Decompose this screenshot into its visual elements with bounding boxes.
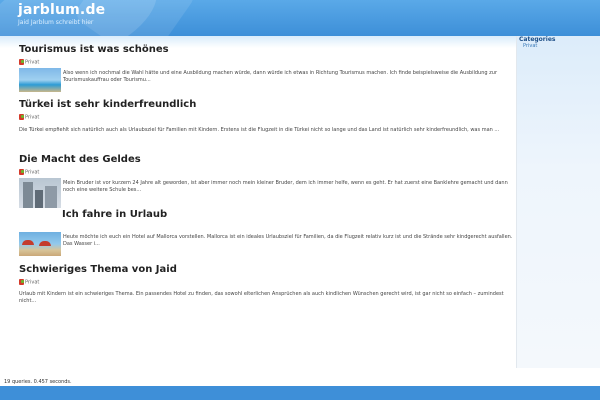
sidebar	[516, 36, 600, 368]
post-excerpt	[19, 70, 515, 84]
post-excerpt-text: Die Türkei empfiehlt sich natürlich auch als Urlaubsziel für Familien mit Kindern. Erstens ist die Flugzeit in die Türkei nicht so lange und das Land ist natürlich sehr kinderfreundlich, was man ...	[19, 127, 500, 133]
post-excerpt	[19, 291, 515, 305]
sidebar-heading: Categories	[519, 36, 556, 43]
post-excerpt	[19, 127, 515, 134]
post-title[interactable]: Schwieriges Thema von Jaid	[19, 264, 177, 275]
post	[19, 154, 515, 208]
post-excerpt-text: Urlaub mit Kindern ist ein schwieriges Thema. Ein passendes Hotel zu finden, das sowohl elterlichen Ansprüchen als auch kindlichen Wünschen gerecht wird, ist gar nicht so einfach – zumindest nicht...	[19, 291, 504, 304]
site-tagline: Jaid Jarblum schreibt hier	[18, 19, 94, 26]
post-title[interactable]: Ich fahre in Urlaub	[62, 209, 168, 220]
post-title[interactable]: Türkei ist sehr kinderfreundlich	[19, 99, 197, 110]
post-thumbnail[interactable]	[19, 68, 61, 92]
post-meta	[19, 59, 515, 66]
post-title[interactable]: Tourismus ist was schönes	[19, 44, 169, 55]
site-title[interactable]: jarblum.de	[18, 2, 106, 18]
post	[62, 209, 515, 221]
post-excerpt	[19, 180, 515, 194]
post-category-link[interactable]: Privat	[25, 114, 40, 121]
post	[19, 99, 515, 134]
site-header	[0, 0, 600, 36]
footer-bar	[0, 386, 600, 400]
post-excerpt-text: Heute möchte ich euch ein Hotel auf Mallorca vorstellen. Mallorca ist ein ideales Urlaubsziel für Familien, da die Flugzeit relativ kurz ist und die Strände sehr kindgerecht ausfallen. Das Wasser i...	[63, 234, 513, 247]
post-meta	[19, 169, 515, 176]
post-thumbnail[interactable]	[19, 232, 61, 256]
post-category-link[interactable]: Privat	[25, 59, 40, 66]
post-excerpt	[19, 234, 515, 248]
post-category-link[interactable]: Privat	[25, 169, 40, 176]
category-icon	[19, 279, 24, 285]
post	[19, 44, 515, 92]
post-category-link[interactable]: Privat	[25, 279, 40, 286]
post-meta	[19, 114, 515, 121]
category-icon	[19, 114, 24, 120]
post-excerpt-text: Also wenn ich nochmal die Wahl hätte und eine Ausbildung machen würde, dann würde ich etwas in Richtung Tourismus machen. Ich finde beispielsweise die Ausbildung zur Tourismuskauffrau oder Tourismu...	[63, 70, 497, 83]
post-thumbnail[interactable]	[19, 178, 61, 208]
post-excerpt-text: Mein Bruder ist vor kurzem 24 Jahre alt geworden, ist aber immer noch mein kleiner Bruder, dem ich immer helfe, wenn es geht. Er hat zuerst eine Banklehre gemacht und dann noch eine weitere Schule bes...	[63, 180, 508, 193]
post-meta	[19, 279, 515, 286]
category-icon	[19, 169, 24, 175]
post-body-wrapper	[19, 234, 515, 256]
post-title[interactable]: Die Macht des Geldes	[19, 154, 141, 165]
category-icon	[19, 59, 24, 65]
post	[19, 264, 515, 305]
sidebar-item-privat[interactable]: Privat	[523, 43, 538, 49]
footer-stats: 19 queries. 0.457 seconds.	[4, 379, 72, 385]
